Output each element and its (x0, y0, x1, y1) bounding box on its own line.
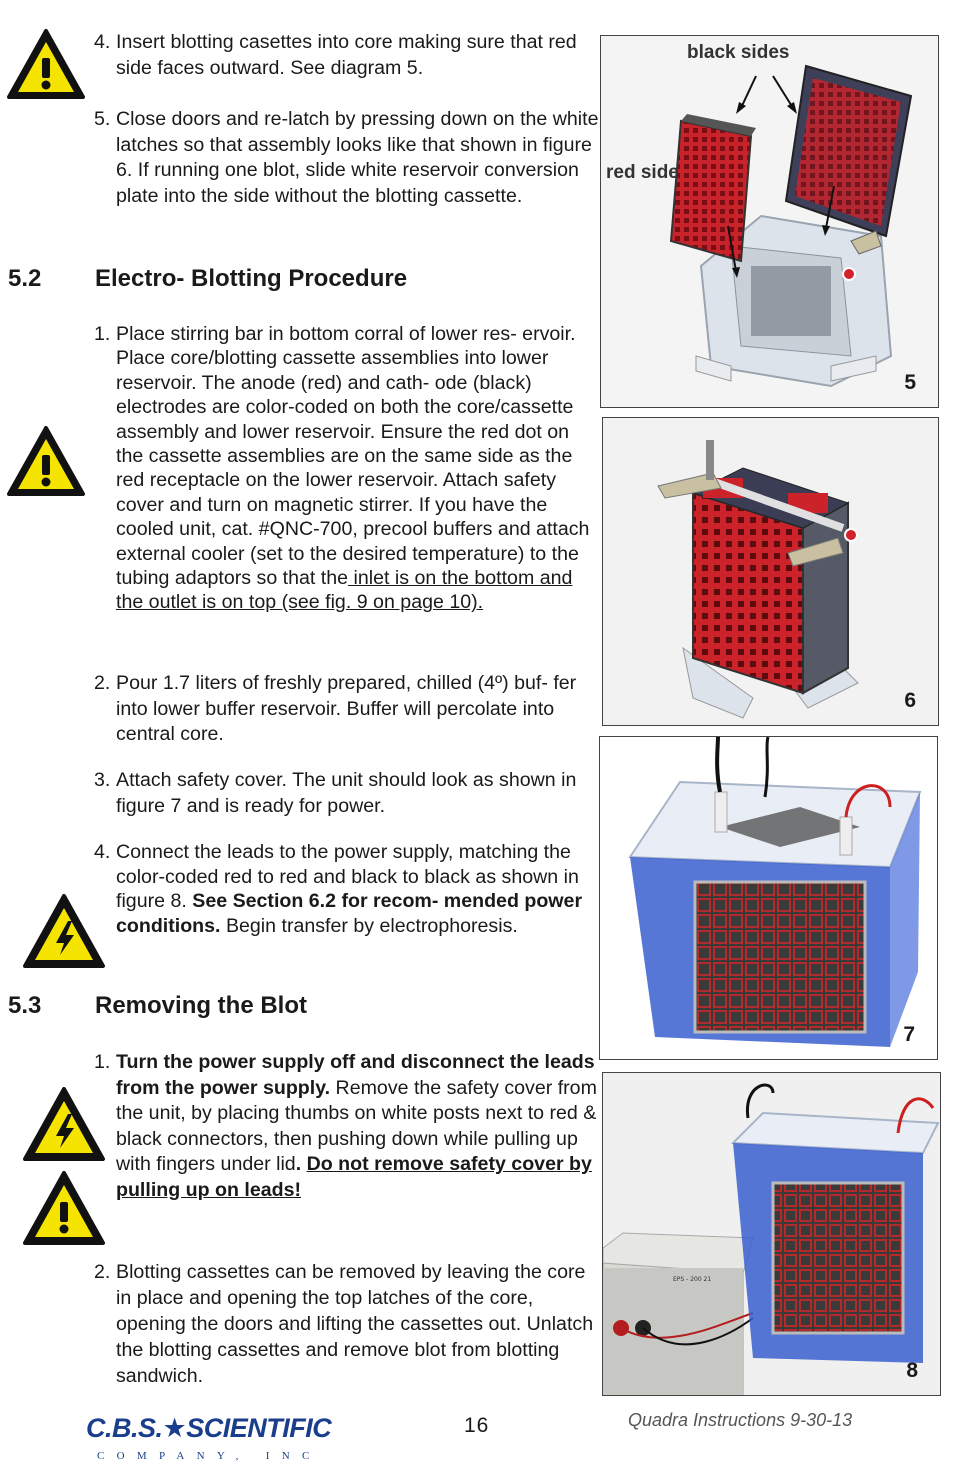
document-version: Quadra Instructions 9-30-13 (628, 1410, 853, 1430)
step-number: 4. (94, 31, 111, 53)
figure-7-illustration (600, 737, 937, 1059)
step-text: Place stirring bar in bottom corral of lower res- ervoir. Place core/blotting cassette assemblies into lower reservoir. The anode (red) and cath- ode (black) electrodes are color-coded on both the core/cassette assembly and lower reservoir. Ensure the red dot on the cassette assemblies are on the same side as the red receptacle on the lower reservoir. Attach safety cover and turn on magnetic stirrer. If you have the cooled unit, cat. #QNC-700, precool buffers and attach external cooler (set to the desired temperature) to the tubing adaptors so that the (116, 323, 590, 590)
step-number: 3. (94, 769, 111, 791)
step-number: 4. (94, 841, 111, 863)
figure-6-illustration (603, 418, 938, 725)
label-red-side: red side (606, 162, 679, 183)
step-4-connect-leads (94, 840, 599, 938)
step-3-attach-cover (94, 768, 599, 819)
label-black-sides: black sides (687, 42, 790, 63)
step-text-end: Begin transfer by electrophoresis. (220, 914, 518, 937)
step-1-turn-power-off (94, 1050, 599, 1204)
step-number: 2. (94, 1261, 111, 1283)
figure-number: 5 (904, 371, 916, 394)
figure-number: 6 (904, 689, 916, 712)
power-off-warning: Turn the power supply off and disconnect the leads from the power supply. (116, 1051, 595, 1099)
step-text: Attach safety cover. The unit should look as shown in figure 7 and is ready for power. (116, 769, 577, 817)
step-number: 5. (94, 108, 111, 130)
step-text: Remove the safety cover from the unit, by placing thumbs on white posts next to red & black connectors, then pushing down while pulling up with fingers under lid (116, 1076, 597, 1176)
step-4-insert-cassettes (94, 30, 599, 81)
step-number: 1. (94, 1051, 111, 1073)
cooler-note-link: inlet is on the bottom and the outlet is on top (see fig. 9 on page 10). (116, 567, 573, 614)
caution-icon (6, 28, 86, 100)
step-text: Insert blotting casettes into core making sure that red side faces outward. See diagram 5. (116, 31, 577, 79)
step-text: Connect the leads to the power supply, matching the color-coded red to red and black to black as shown in figure 8. (116, 841, 579, 913)
step-text: Close doors and re-latch by pressing down on the white latches so that assembly looks like that shown in figure 6. If running one blot, slide white reservoir conversion plate into the side without the blotting cassette. (116, 108, 599, 207)
company-logo: C.B.S.★SCIENTIFIC (86, 1413, 332, 1443)
step-2-pour-buffer (94, 671, 599, 748)
figure-6-assembled-core (602, 417, 939, 726)
company-logo-subtitle: COMPANY, INC (97, 1450, 322, 1462)
section-title: Electro- Blotting Procedure (95, 265, 408, 292)
section-number: 5.3 (8, 992, 42, 1019)
figure-5-cassette-insertion (600, 35, 939, 408)
step-2-remove-cassettes (94, 1259, 599, 1389)
step-5-close-doors (94, 107, 599, 209)
figure-number: 8 (906, 1359, 918, 1382)
step-number: 2. (94, 672, 111, 694)
figure-5-illustration (601, 36, 938, 407)
step-number: 1. (94, 323, 111, 345)
period: . (295, 1153, 302, 1176)
caution-icon (6, 425, 86, 497)
figure-number: 7 (903, 1023, 915, 1046)
safety-cover-warning: Do not remove safety cover by pulling up on leads! (116, 1153, 592, 1201)
page-number: 16 (464, 1414, 490, 1437)
figure-7-unit-with-cover (599, 736, 938, 1060)
section-title: Removing the Blot (95, 992, 308, 1019)
power-conditions-note: See Section 6.2 for recom- mended power conditions. (116, 890, 583, 937)
power-supply-label: EPS - 200 21 (673, 1276, 712, 1283)
figure-8-connected-to-power-supply (602, 1072, 941, 1396)
step-1-place-stirring-bar (94, 322, 599, 615)
figure-8-illustration (603, 1073, 940, 1395)
section-number: 5.2 (8, 265, 42, 292)
step-text: Pour 1.7 liters of freshly prepared, chilled (4º) buf- fer into lower buffer reservoir. Buffer will percolate into central core. (116, 672, 577, 746)
step-text: Blotting cassettes can be removed by leaving the core in place and opening the top latches of the core, opening the doors and lifting the cassettes out. Unlatch the blotting cassettes and remove blot from blotting sandwich. (116, 1261, 594, 1387)
